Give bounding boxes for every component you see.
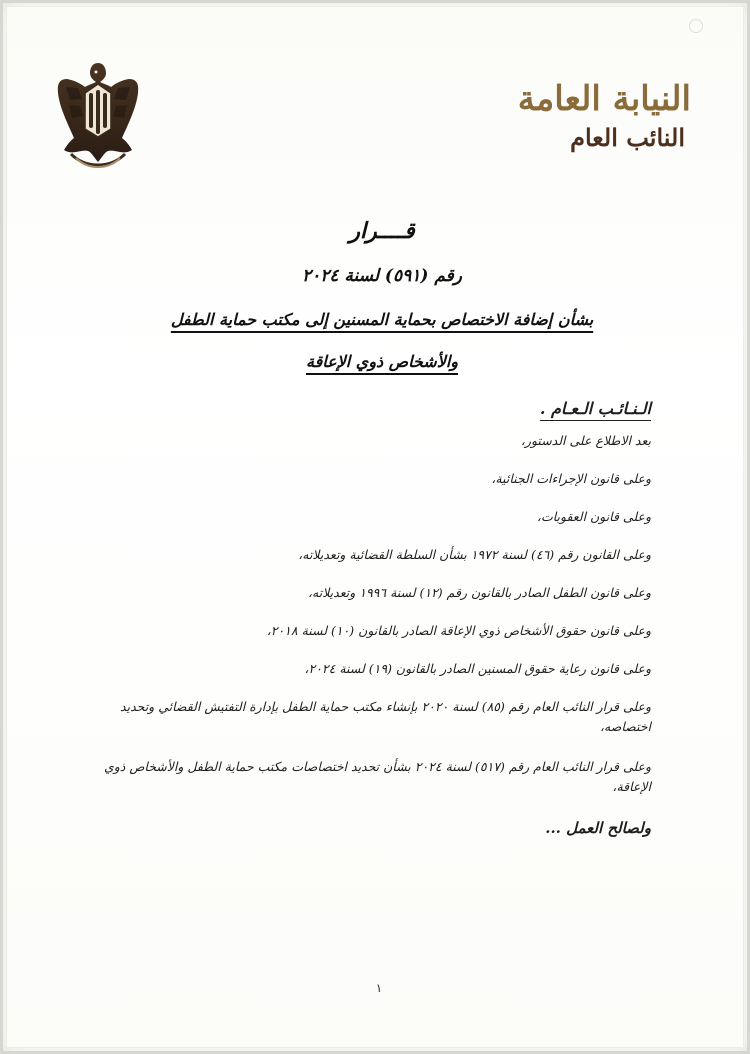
- recital-3: وعلى قانون العقوبات،: [536, 509, 651, 524]
- recital-8: وعلى قرار النائب العام رقم (٨٥) لسنة ٢٠٢٠ بإنشاء مكتب حماية الطفل بإدارة التفتيش القضائي وتحديد اختصاصه،: [120, 699, 651, 734]
- attorney-general-subtitle: النائب العام: [570, 123, 685, 152]
- document-page: [7, 7, 743, 1047]
- eagle-emblem-icon: [52, 57, 144, 175]
- attorney-general-role-line: الـنـائـب الـعـام .: [539, 399, 651, 418]
- closing-line: ولصالح العمل ...: [545, 819, 651, 837]
- recital-9: وعلى قرار النائب العام رقم (٥١٧) لسنة ٢٠٢٤ بشأن تحديد اختصاصات مكتب حماية الطفل والأشخاص ذوي الإعاقة،: [103, 759, 651, 794]
- recital-1: بعد الاطلاع على الدستور،: [520, 433, 651, 448]
- page-number: ١: [375, 981, 383, 995]
- decision-label: قــــرار: [349, 218, 415, 244]
- public-prosecution-title: النيابة العامة: [517, 79, 691, 119]
- recital-2: وعلى قانون الإجراءات الجنائية،: [491, 471, 651, 486]
- recital-6: وعلى قانون حقوق الأشخاص ذوي الإعاقة الصادر بالقانون (١٠) لسنة ٢٠١٨،: [266, 623, 651, 638]
- decision-body: [81, 397, 651, 839]
- issuing-authority-header: [471, 79, 691, 153]
- subject-line-1: بشأن إضافة الاختصاص بحماية المسنين إلى مكتب حماية الطفل: [170, 310, 594, 329]
- subject-line-2: والأشخاص ذوي الإعاقة: [306, 352, 458, 371]
- recital-7: وعلى قانون رعاية حقوق المسنين الصادر بالقانون (١٩) لسنة ٢٠٢٤،: [304, 661, 651, 676]
- recital-5: وعلى قانون الطفل الصادر بالقانون رقم (١٢) لسنة ١٩٩٦ وتعديلاته،: [308, 585, 651, 600]
- decision-heading-block: [147, 217, 617, 375]
- recital-4: وعلى القانون رقم (٤٦) لسنة ١٩٧٢ بشأن السلطة القضائية وتعديلاته،: [298, 547, 651, 562]
- decision-number: رقم (٥٩١) لسنة ٢٠٢٤: [301, 266, 463, 286]
- scan-artifact: [689, 19, 703, 33]
